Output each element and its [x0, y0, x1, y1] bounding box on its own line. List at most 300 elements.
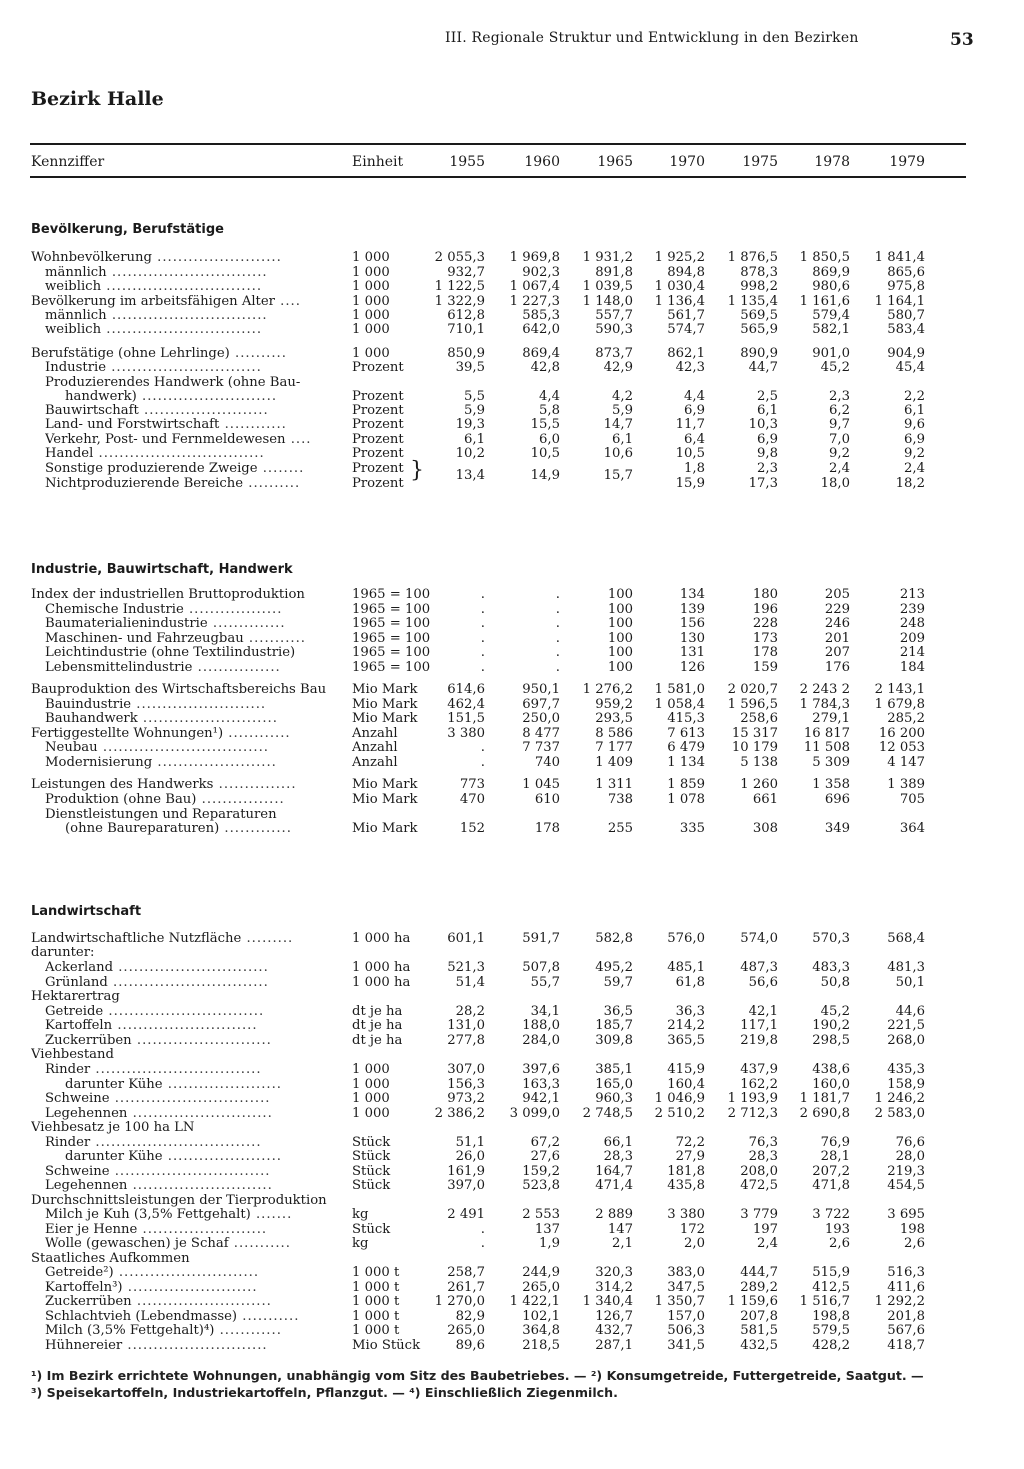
row-label-text: Legehennen	[45, 1107, 128, 1121]
row-label	[31, 588, 336, 602]
cell-value: 1 161,6	[799, 294, 850, 309]
cell-value: 6,1	[464, 432, 485, 447]
cell-value: 483,3	[812, 960, 850, 975]
row-label-text: Land- und Forstwirtschaft	[45, 418, 220, 432]
cell-value: 1 260	[740, 777, 778, 792]
cell-value: 7,0	[829, 432, 850, 447]
table-row	[0, 1223, 1024, 1237]
cell-value: 418,7	[887, 1338, 925, 1353]
cell-value: 45,2	[820, 1004, 850, 1019]
row-unit: 1 000	[352, 322, 390, 337]
cell-value: 523,8	[522, 1178, 560, 1193]
leader-dots: ..............................	[106, 266, 268, 280]
cell-value: 773	[459, 777, 485, 792]
table-row	[0, 447, 1024, 461]
table-row	[0, 1034, 1024, 1048]
row-label-text: Leistungen des Handwerks	[31, 778, 214, 792]
cell-value: 27,9	[675, 1149, 705, 1164]
section-title: Bevölkerung, Berufstätige	[31, 222, 224, 237]
cell-value: 454,5	[887, 1178, 925, 1193]
leader-dots: .......................	[152, 756, 277, 770]
leader-dots: .............................	[113, 961, 269, 975]
cell-value: 591,7	[522, 931, 560, 946]
row-label	[31, 1121, 336, 1135]
row-label-text: Maschinen- und Fahrzeugbau	[45, 632, 244, 646]
table-row	[0, 932, 1024, 946]
cell-value: 1 784,3	[799, 697, 850, 712]
row-label-text: Rinder	[45, 1063, 91, 1077]
cell-value: 2,0	[684, 1236, 705, 1251]
row-label	[45, 632, 336, 646]
cell-value: 975,8	[887, 279, 925, 294]
cell-value: 432,5	[740, 1338, 778, 1353]
row-label	[45, 646, 336, 660]
cell-value: 865,6	[887, 265, 925, 280]
table-row	[0, 946, 1024, 960]
cell-value: 1 931,2	[582, 250, 633, 265]
cell-value: 2,2	[904, 389, 925, 404]
row-unit: Mio Stück	[352, 1338, 421, 1353]
cell-value: 8 477	[522, 726, 560, 741]
table-row	[0, 1194, 1024, 1208]
column-header-year: 1960	[524, 154, 560, 170]
cell-value: 298,5	[812, 1033, 850, 1048]
cell-value: 248	[899, 616, 925, 631]
cell-value: 485,1	[667, 960, 705, 975]
row-unit: 1 000 t	[352, 1265, 400, 1280]
table-row	[0, 1295, 1024, 1309]
leader-dots: ..............................	[101, 280, 263, 294]
cell-value: 1 925,2	[654, 250, 705, 265]
leader-dots: ................	[192, 661, 281, 675]
row-label-text: Durchschnittsleistungen der Tierproduktion	[31, 1194, 327, 1208]
row-unit: Stück	[352, 1135, 391, 1150]
cell-value: 2,5	[757, 389, 778, 404]
row-unit: 1 000 ha	[352, 931, 411, 946]
cell-value: 173	[752, 631, 778, 646]
cell-value: 178	[752, 645, 778, 660]
row-label	[45, 698, 336, 712]
leader-dots: ...........................	[112, 1019, 258, 1033]
cell-value: 2,6	[829, 1236, 850, 1251]
row-label	[31, 932, 336, 946]
row-unit: dt je ha	[352, 1018, 403, 1033]
table-row	[0, 712, 1024, 726]
cell-value: 1 322,9	[434, 294, 485, 309]
row-label-text: Eier je Henne	[45, 1223, 138, 1237]
cell-value: 1 246,2	[874, 1091, 925, 1106]
cell-value: 18,0	[820, 476, 850, 491]
row-label-text: Neubau	[45, 741, 98, 755]
cell-value: 1 270,0	[434, 1294, 485, 1309]
cell-value: 1 181,7	[799, 1091, 850, 1106]
cell-value: 228	[752, 616, 778, 631]
cell-value: 277,8	[447, 1033, 485, 1048]
cell-value: 100	[607, 616, 633, 631]
cell-value: .	[480, 740, 485, 755]
cell-value: .	[555, 645, 560, 660]
table-row	[0, 1339, 1024, 1353]
cell-value: 565,9	[740, 322, 778, 337]
cell-value: 55,7	[530, 975, 560, 990]
cell-value: 432,7	[595, 1323, 633, 1338]
cell-value: 585,3	[522, 308, 560, 323]
row-unit: 1 000	[352, 1106, 390, 1121]
cell-value: 12 053	[878, 740, 925, 755]
row-label	[31, 727, 336, 741]
row-label-text: Hühnereier	[45, 1339, 123, 1353]
cell-value: 4,4	[539, 389, 560, 404]
leader-dots: ...........................	[127, 1179, 273, 1193]
cell-value: 42,1	[748, 1004, 778, 1019]
leader-dots: ..............................	[101, 323, 263, 337]
cell-value: 10,5	[530, 446, 560, 461]
cell-value: 18,2	[895, 476, 925, 491]
footnote-line: ³) Speisekartoffeln, Industriekartoffeln, Pflanzgut. — ⁴) Einschließlich Ziegenmilch.	[31, 1385, 618, 1400]
cell-value: 159	[752, 660, 778, 675]
row-unit: Mio Mark	[352, 777, 418, 792]
cell-value: 42,9	[603, 360, 633, 375]
column-header-year: 1955	[449, 154, 485, 170]
cell-value: 412,5	[812, 1280, 850, 1295]
row-unit: 1965 = 100	[352, 645, 431, 660]
cell-value: 10,3	[748, 417, 778, 432]
cell-value: 1 276,2	[582, 682, 633, 697]
table-row	[0, 778, 1024, 792]
table-row	[0, 756, 1024, 770]
table-row	[0, 309, 1024, 323]
leader-dots: .......	[250, 1208, 293, 1222]
cell-value: 415,3	[667, 711, 705, 726]
cell-value: 579,5	[812, 1323, 850, 1338]
row-unit: Prozent	[352, 476, 404, 491]
cell-value: .	[480, 755, 485, 770]
table-row	[0, 632, 1024, 646]
cell-value: 314,2	[595, 1280, 633, 1295]
leader-dots: ...........	[228, 1237, 291, 1251]
footnotes	[31, 1367, 971, 1401]
column-header-year: 1970	[669, 154, 705, 170]
cell-value: 26,0	[455, 1149, 485, 1164]
table-row	[0, 280, 1024, 294]
cell-value: 980,6	[812, 279, 850, 294]
cell-value: 197	[752, 1222, 778, 1237]
row-unit: Mio Mark	[352, 711, 418, 726]
cell-value: 1 358	[812, 777, 850, 792]
cell-value: 696	[824, 792, 850, 807]
cell-value: 612,8	[447, 308, 485, 323]
cell-value: 11,7	[675, 417, 705, 432]
leader-dots: ............	[214, 1324, 282, 1338]
row-unit: Anzahl	[352, 726, 398, 741]
row-unit: kg	[352, 1207, 369, 1222]
section-title: Industrie, Bauwirtschaft, Handwerk	[31, 562, 293, 577]
cell-value: 582,8	[595, 931, 633, 946]
row-label	[45, 1223, 336, 1237]
cell-value: 397,0	[447, 1178, 485, 1193]
cell-value: 293,5	[595, 711, 633, 726]
cell-value: 100	[607, 602, 633, 617]
cell-value: 160,4	[667, 1077, 705, 1092]
cell-value: 180	[752, 587, 778, 602]
cell-value: 207,8	[740, 1309, 778, 1324]
cell-value: 6,0	[539, 432, 560, 447]
cell-value: 438,6	[812, 1062, 850, 1077]
cell-value: 383,0	[667, 1265, 705, 1280]
row-label	[65, 390, 336, 404]
row-label-text: Schweine	[45, 1165, 110, 1179]
cell-value: 244,9	[522, 1265, 560, 1280]
row-label-text: (ohne Baureparaturen)	[65, 822, 220, 836]
cell-value: 1 596,5	[727, 697, 778, 712]
cell-value: 1 134	[667, 755, 705, 770]
leader-dots: ..................	[183, 603, 283, 617]
row-label-text: Milch (3,5% Fettgehalt)⁴)	[45, 1324, 215, 1338]
cell-value: .	[555, 616, 560, 631]
row-unit: 1 000 ha	[352, 960, 411, 975]
cell-value: 1 311	[595, 777, 633, 792]
row-label	[45, 1324, 336, 1338]
column-header-indicator: Kennziffer	[31, 154, 105, 170]
row-unit: 1965 = 100	[352, 631, 431, 646]
cell-value: 973,2	[447, 1091, 485, 1106]
combined-value	[0, 469, 1024, 483]
row-label-text: weiblich	[45, 323, 102, 337]
leader-dots: ..............................	[109, 1092, 271, 1106]
cell-value: 42,8	[530, 360, 560, 375]
cell-value: .	[480, 587, 485, 602]
row-label	[45, 1136, 336, 1150]
row-label-text: Index der industriellen Bruttoproduktion	[31, 588, 305, 602]
row-label	[45, 976, 336, 990]
cell-value: 198,8	[812, 1309, 850, 1324]
cell-value: 740	[534, 755, 560, 770]
cell-value: .	[480, 631, 485, 646]
cell-value: 5,5	[464, 389, 485, 404]
cell-value: 894,8	[667, 265, 705, 280]
row-label-text: Legehennen	[45, 1179, 128, 1193]
cell-value: 437,9	[740, 1062, 778, 1077]
row-unit: dt je ha	[352, 1004, 403, 1019]
column-header-year: 1979	[889, 154, 925, 170]
cell-value: 1 067,4	[509, 279, 560, 294]
table-row	[0, 808, 1024, 822]
cell-value: 285,2	[887, 711, 925, 726]
table-row	[0, 361, 1024, 375]
cell-value: 891,8	[595, 265, 633, 280]
column-header-year: 1975	[742, 154, 778, 170]
cell-value: 67,2	[530, 1135, 560, 1150]
cell-value: 901,0	[812, 346, 850, 361]
table-row	[0, 1063, 1024, 1077]
cell-value: 1 340,4	[582, 1294, 633, 1309]
table-row	[0, 990, 1024, 1004]
row-unit: Mio Mark	[352, 697, 418, 712]
row-label	[45, 741, 336, 755]
cell-value: 164,7	[595, 1164, 633, 1179]
cell-value: 45,4	[895, 360, 925, 375]
cell-value: 1,9	[539, 1236, 560, 1251]
leader-dots: ...........................	[122, 1339, 268, 1353]
table-top-rule	[30, 143, 966, 145]
cell-value: 66,1	[603, 1135, 633, 1150]
cell-value: 284,0	[522, 1033, 560, 1048]
cell-value: 2,3	[757, 461, 778, 476]
cell-value: 163,3	[522, 1077, 560, 1092]
cell-value: .	[555, 602, 560, 617]
section-title: Landwirtschaft	[31, 904, 142, 919]
cell-value: 6,4	[684, 432, 705, 447]
cell-value: .	[480, 1222, 485, 1237]
row-label	[65, 1150, 336, 1164]
cell-value: 960,3	[595, 1091, 633, 1106]
table-row	[0, 683, 1024, 697]
cell-value: .	[480, 602, 485, 617]
row-unit: Mio Mark	[352, 792, 418, 807]
cell-value: 444,7	[740, 1265, 778, 1280]
cell-value: 219,3	[887, 1164, 925, 1179]
cell-value: 2,4	[904, 461, 925, 476]
cell-value: 3 380	[447, 726, 485, 741]
cell-value: 6,1	[904, 403, 925, 418]
cell-value: 184	[899, 660, 925, 675]
cell-value: 506,3	[667, 1323, 705, 1338]
cell-value: 902,3	[522, 265, 560, 280]
cell-value: 151,5	[447, 711, 485, 726]
cell-value: 568,4	[887, 931, 925, 946]
cell-value: 1 292,2	[874, 1294, 925, 1309]
cell-value: 131	[679, 645, 705, 660]
cell-value: 1 046,9	[654, 1091, 705, 1106]
cell-value: 2 491	[447, 1207, 485, 1222]
row-label	[31, 251, 336, 265]
table-row	[0, 1237, 1024, 1251]
cell-value: 258,6	[740, 711, 778, 726]
cell-value: 869,9	[812, 265, 850, 280]
row-unit: dt je ha	[352, 1033, 403, 1048]
leader-dots: ......................	[162, 1078, 282, 1092]
table-row	[0, 266, 1024, 280]
cell-value: 1 679,8	[874, 697, 925, 712]
leader-dots: ..............................	[103, 1005, 265, 1019]
row-label	[45, 756, 336, 770]
cell-value: 14,9	[530, 468, 560, 483]
cell-value: 72,2	[675, 1135, 705, 1150]
table-row	[0, 1136, 1024, 1150]
cell-value: 5 138	[740, 755, 778, 770]
row-label-text: Getreide	[45, 1005, 104, 1019]
row-unit: Prozent	[352, 461, 404, 476]
row-label-text: handwerk)	[65, 390, 137, 404]
cell-value: 1 135,4	[727, 294, 778, 309]
cell-value: 172	[679, 1222, 705, 1237]
cell-value: 76,6	[895, 1135, 925, 1150]
leader-dots: ........................	[137, 1223, 268, 1237]
cell-value: 583,4	[887, 322, 925, 337]
cell-value: 44,6	[895, 1004, 925, 1019]
cell-value: .	[555, 660, 560, 675]
cell-value: 1 516,7	[799, 1294, 850, 1309]
table-row	[0, 418, 1024, 432]
row-unit: Stück	[352, 1149, 391, 1164]
row-label-text: Getreide²)	[45, 1266, 114, 1280]
table-row	[0, 323, 1024, 337]
cell-value: 10 179	[731, 740, 778, 755]
cell-value: 59,7	[603, 975, 633, 990]
cell-value: 1 227,3	[509, 294, 560, 309]
cell-value: 61,8	[675, 975, 705, 990]
table-row	[0, 1092, 1024, 1106]
row-label	[45, 1295, 336, 1309]
cell-value: 435,8	[667, 1178, 705, 1193]
cell-value: 959,2	[595, 697, 633, 712]
cell-value: .	[480, 660, 485, 675]
leader-dots: ................	[196, 793, 285, 807]
column-header-row	[0, 150, 1024, 174]
cell-value: 878,3	[740, 265, 778, 280]
cell-value: 590,3	[595, 322, 633, 337]
cell-value: 250,0	[522, 711, 560, 726]
cell-value: 574,7	[667, 322, 705, 337]
cell-value: 102,1	[522, 1309, 560, 1324]
column-header-year: 1965	[597, 154, 633, 170]
cell-value: 36,3	[675, 1004, 705, 1019]
row-label-text: Bevölkerung im arbeitsfähigen Alter	[31, 295, 275, 309]
table-row	[0, 646, 1024, 660]
cell-value: 44,7	[748, 360, 778, 375]
page-header	[0, 30, 1024, 54]
cell-value: 998,2	[740, 279, 778, 294]
cell-value: 471,4	[595, 1178, 633, 1193]
cell-value: 738	[607, 792, 633, 807]
leader-dots: ..............................	[109, 1165, 271, 1179]
cell-value: 178	[534, 821, 560, 836]
cell-value: 56,6	[748, 975, 778, 990]
row-label-text: Landwirtschaftliche Nutzfläche	[31, 932, 242, 946]
cell-value: 6,2	[829, 403, 850, 418]
cell-value: 614,6	[447, 682, 485, 697]
cell-value: 364	[899, 821, 925, 836]
cell-value: 7 177	[595, 740, 633, 755]
row-unit: Prozent	[352, 403, 404, 418]
cell-value: 160,0	[812, 1077, 850, 1092]
cell-value: 335	[679, 821, 705, 836]
cell-value: 261,7	[447, 1280, 485, 1295]
cell-value: 28,3	[748, 1149, 778, 1164]
row-label	[45, 433, 336, 447]
row-label	[45, 1005, 336, 1019]
leader-dots: ..........................	[131, 1295, 272, 1309]
table-row	[0, 1048, 1024, 1062]
cell-value: 1 164,1	[874, 294, 925, 309]
row-unit: 1965 = 100	[352, 616, 431, 631]
cell-value: 15 317	[731, 726, 778, 741]
cell-value: 39,5	[455, 360, 485, 375]
cell-value: 158,9	[887, 1077, 925, 1092]
row-label	[31, 1194, 336, 1208]
leader-dots: ..........................	[137, 712, 278, 726]
row-label	[45, 1034, 336, 1048]
cell-value: 100	[607, 587, 633, 602]
row-label-text: Kartoffeln	[45, 1019, 113, 1033]
row-label	[31, 347, 336, 361]
row-unit: 1 000	[352, 250, 390, 265]
leader-dots: ..........................	[136, 390, 278, 404]
cell-value: 17,3	[748, 476, 778, 491]
cell-value: 201,8	[887, 1309, 925, 1324]
header-bottom-rule	[30, 176, 966, 178]
cell-value: 100	[607, 645, 633, 660]
